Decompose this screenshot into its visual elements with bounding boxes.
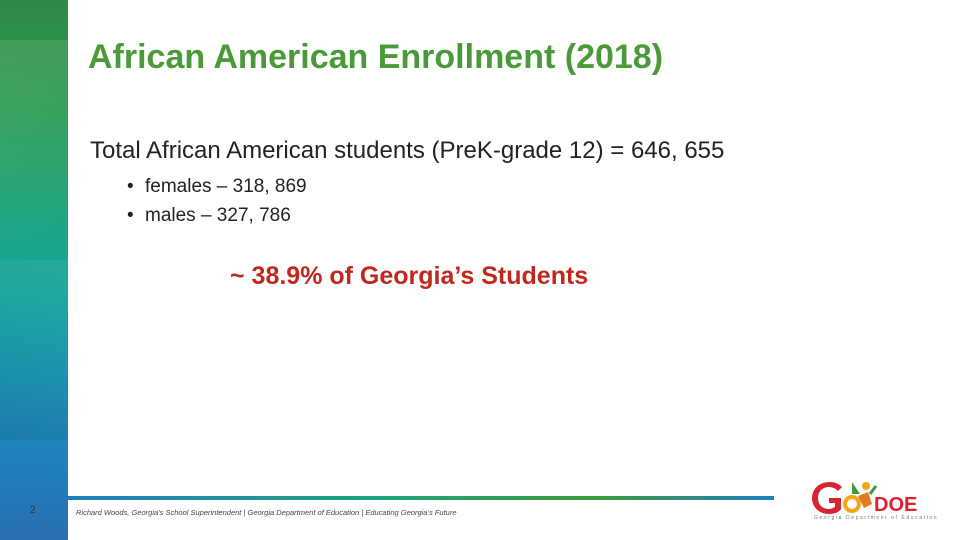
slide-number: 2 (30, 505, 36, 516)
bullet-dot-icon: • (127, 176, 134, 197)
females-count: females – 318, 869 (145, 176, 307, 197)
percentage-highlight: ~ 38.9% of Georgia’s Students (230, 262, 589, 290)
logo-tagline: Georgia Department of Education (814, 515, 939, 521)
total-enrollment-line: Total African American students (PreK-grade 12) = 646, 655 (90, 137, 725, 164)
band-facet-lower (0, 260, 68, 440)
footer-divider (68, 496, 774, 500)
band-facet-upper (0, 40, 68, 240)
bullet-dot-icon: • (127, 205, 134, 226)
footer-credit: Richard Woods, Georgia’s School Superintendent | Georgia Department of Education | Educating Georgia’s Future (76, 508, 457, 517)
svg-text:DOE: DOE (874, 494, 918, 516)
gender-breakdown-list (127, 172, 307, 230)
slide-title: African American Enrollment (2018) (88, 38, 664, 76)
males-count: males – 327, 786 (145, 205, 291, 226)
decorative-side-band (0, 0, 68, 540)
list-item-males (127, 201, 307, 230)
list-item-females (127, 172, 307, 201)
